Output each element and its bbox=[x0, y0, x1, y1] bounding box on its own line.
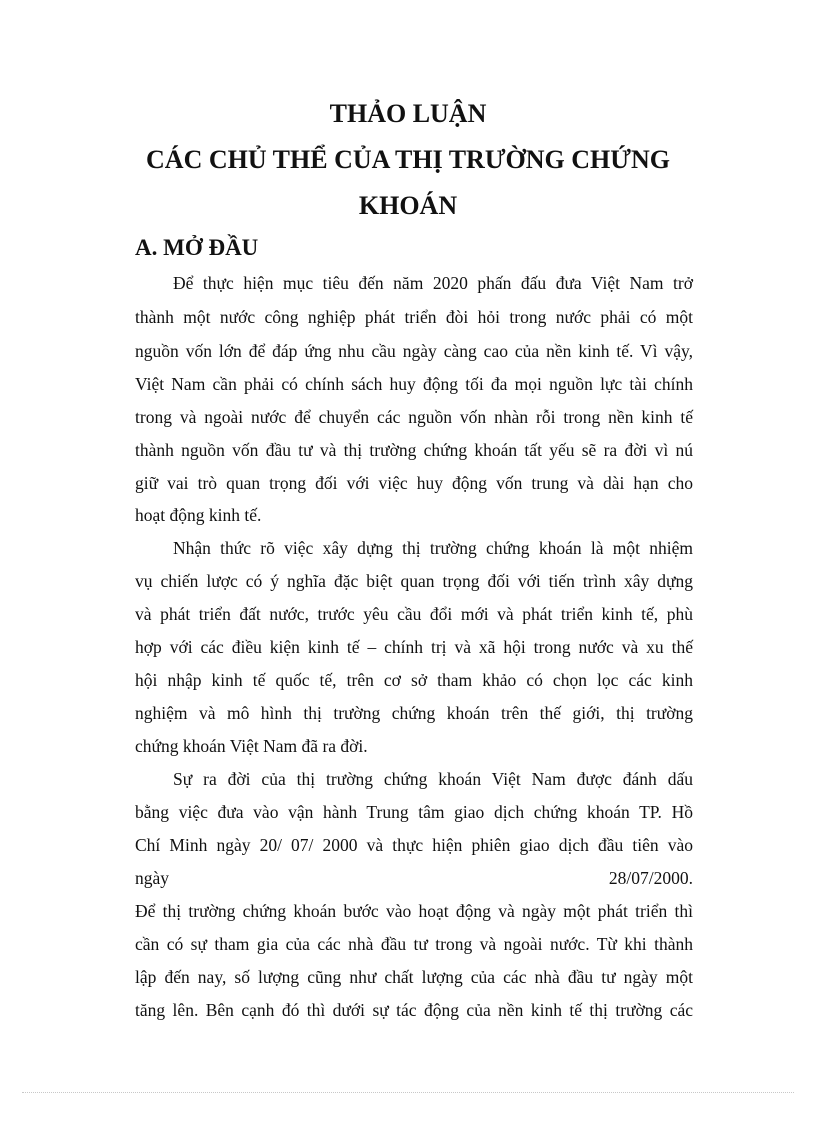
paragraph-2-line-2: vụ chiến lược có ý nghĩa đặc biệt quan trọng đối với tiến trình xây dựng bbox=[135, 571, 693, 591]
paragraph-2-line-6: nghiệm và mô hình thị trường chứng khoán trên thế giới, thị trường bbox=[135, 703, 693, 723]
paragraph-3-line-4 bbox=[135, 863, 693, 893]
paragraph-2-line-5: hội nhập kinh tế quốc tế, trên cơ sở tham khảo có chọn lọc các kinh bbox=[135, 670, 693, 690]
paragraph-3-line-7: lập đến nay, số lượng cũng như chất lượng của các nhà đầu tư ngày một bbox=[135, 967, 693, 987]
date-value: 28/07/2000. bbox=[608, 868, 693, 888]
paragraph-3-line-6: cần có sự tham gia của các nhà đầu tư trong và ngoài nước. Từ khi thành bbox=[135, 934, 693, 954]
paragraph-1-line-4: Việt Nam cần phải có chính sách huy động tối đa mọi nguồn lực tài chính bbox=[135, 374, 693, 394]
paragraph-3-line-2: bằng việc đưa vào vận hành Trung tâm giao dịch chứng khoán TP. Hồ bbox=[135, 802, 693, 822]
title-line-2: CÁC CHỦ THỂ CỦA THỊ TRƯỜNG CHỨNG bbox=[146, 145, 670, 174]
paragraph-1-line-5: trong và ngoài nước để chuyển các nguồn vốn nhàn rỗi trong nền kinh tế bbox=[135, 407, 693, 427]
paragraph-1-line-7: giữ vai trò quan trọng đối với việc huy động vốn trung và dài hạn cho bbox=[135, 473, 693, 493]
date-prefix: ngày bbox=[135, 868, 170, 888]
title-line-1: THẢO LUẬN bbox=[329, 99, 487, 128]
paragraph-1-line-2: thành một nước công nghiệp phát triển đòi hỏi trong nước phải có một bbox=[135, 307, 693, 327]
paragraph-2-line-1: Nhận thức rõ việc xây dựng thị trường chứng khoán là một nhiệm bbox=[173, 538, 693, 558]
paragraph-3-line-8: tăng lên. Bên cạnh đó thì dưới sự tác động của nền kinh tế thị trường các bbox=[135, 1000, 693, 1020]
section-heading: A. MỞ ĐẦU bbox=[135, 235, 259, 260]
page-border-dots bbox=[22, 1092, 794, 1093]
paragraph-3-line-5: Để thị trường chứng khoán bước vào hoạt động và ngày một phát triển thì bbox=[135, 901, 693, 921]
paragraph-1-line-3: nguồn vốn lớn để đáp ứng nhu cầu ngày càng cao của nền kinh tế. Vì vậy, bbox=[135, 341, 693, 361]
paragraph-1-line-1: Để thực hiện mục tiêu đến năm 2020 phấn đấu đưa Việt Nam trở bbox=[173, 273, 693, 293]
title-line-3: KHOÁN bbox=[358, 191, 458, 220]
paragraph-1-line-6: thành nguồn vốn đầu tư và thị trường chứng khoán tất yếu sẽ ra đời vì nú bbox=[135, 440, 693, 460]
paragraph-2-line-3: và phát triển đất nước, trước yêu cầu đổi mới và phát triển kinh tế, phù bbox=[135, 604, 693, 624]
paragraph-2-line-4: hợp với các điều kiện kinh tế – chính trị và xã hội trong nước và xu thế bbox=[135, 637, 693, 657]
paragraph-2-line-7: chứng khoán Việt Nam đã ra đời. bbox=[135, 736, 368, 756]
paragraph-3-line-3: Chí Minh ngày 20/ 07/ 2000 và thực hiện phiên giao dịch đầu tiên vào bbox=[135, 835, 693, 855]
paragraph-1-line-8: hoạt động kinh tế. bbox=[135, 505, 262, 525]
paragraph-3-line-1: Sự ra đời của thị trường chứng khoán Việt Nam được đánh dấu bbox=[173, 769, 693, 789]
